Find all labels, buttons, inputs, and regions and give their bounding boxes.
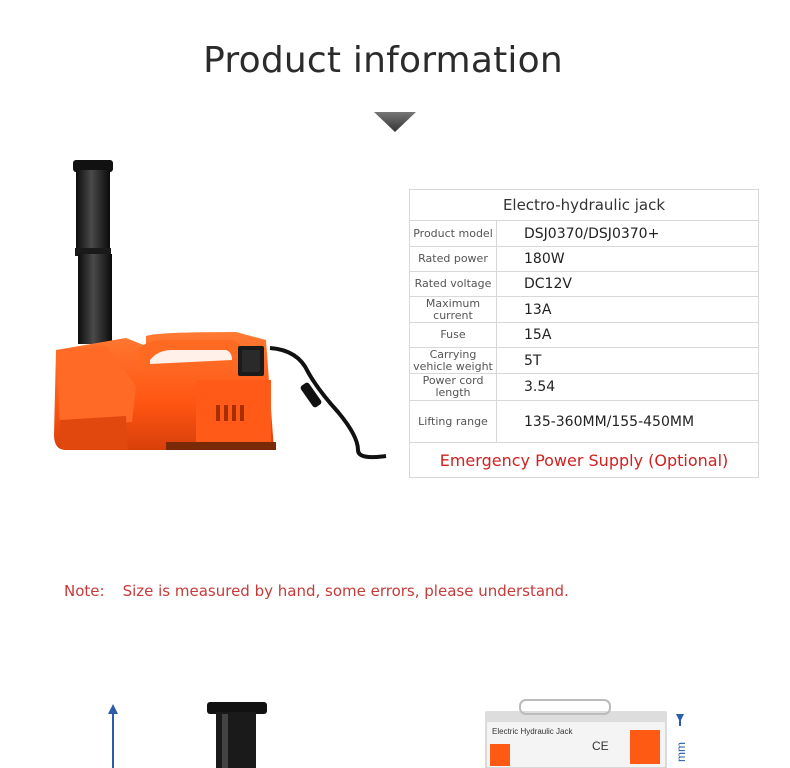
table-row [410, 401, 759, 443]
note-label: Note: [64, 582, 105, 600]
spec-label: Rated power [410, 247, 497, 272]
spec-value: DC12V [497, 272, 759, 297]
spec-table-title: Electro-hydraulic jack [410, 190, 759, 221]
spec-value: 5T [497, 348, 759, 374]
table-row [410, 297, 759, 323]
spec-value: 3.54 [497, 374, 759, 401]
box-brand-text: Electric Hydraulic Jack [492, 727, 573, 736]
note-text: Size is measured by hand, some errors, please understand. [122, 582, 569, 600]
spec-label: Carrying vehicle weight [410, 348, 497, 374]
bottom-product-images [0, 690, 790, 768]
spec-value: 13A [497, 297, 759, 323]
table-row [410, 348, 759, 374]
table-row [410, 221, 759, 247]
spec-value: DSJ0370/DSJ0370+ [497, 221, 759, 247]
spec-label: Power cord length [410, 374, 497, 401]
page-title: Product information [203, 40, 563, 81]
box-height-indicator [674, 714, 688, 762]
spec-label: Maximum current [410, 297, 497, 323]
box-dim-unit: mm [674, 742, 688, 762]
spec-table-header-row [410, 190, 759, 221]
measurement-note [64, 582, 569, 600]
spec-table-footer-row [410, 443, 759, 478]
spec-label: Rated voltage [410, 272, 497, 297]
table-row [410, 272, 759, 297]
jack-ram-top-image [207, 702, 267, 768]
spec-value: 15A [497, 323, 759, 348]
table-row [410, 247, 759, 272]
spec-label: Lifting range [410, 401, 497, 443]
spec-label: Product model [410, 221, 497, 247]
table-row [410, 323, 759, 348]
hydraulic-jack-image [46, 150, 406, 470]
box-ce-mark: CE [592, 739, 609, 753]
spec-value: 180W [497, 247, 759, 272]
spec-value: 135-360MM/155-450MM [497, 401, 759, 443]
height-arrow-icon [108, 704, 118, 768]
spec-label: Fuse [410, 323, 497, 348]
emergency-power-note: Emergency Power Supply (Optional) [410, 443, 759, 478]
table-row [410, 374, 759, 401]
spec-table [409, 189, 759, 478]
down-arrow-icon [374, 112, 416, 134]
product-box-image [486, 700, 666, 768]
